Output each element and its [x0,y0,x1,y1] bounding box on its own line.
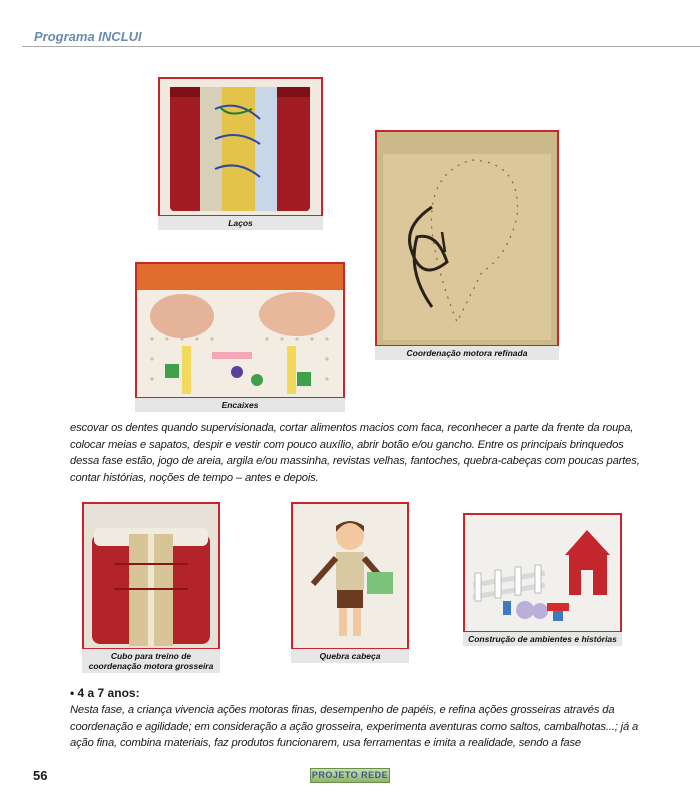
header-title: Programa INCLUI [34,29,142,44]
figure-caption: Encaixes [135,398,345,412]
figure-caption: Coordenação motora refinada [375,346,559,360]
body-paragraph: escovar os dentes quando supervisionada, cortar alimentos macios com faca, reconhecer a parte da frente da roupa, colocar meias e sapatos, despir e vestir com pouco auxílio, abrir botão e/ou gancho. Entre os principais brinquedos dessa fase estão, jogo de areia, argila e/ou massinha, revistas velhas, fantoches, quebra-cabeças com poucas partes, contar histórias, noções de tempo – antes e depois. [70,422,640,484]
figure-caption: Quebra cabeça [291,649,409,663]
pegboard-photo [135,262,345,399]
fabric-cube-photo [82,502,220,650]
figure-caption: Cubo para treino de coordenação motora grosseira [82,649,220,673]
projeto-rede-logo: PROJETO REDE [310,768,390,783]
building-blocks-photo [463,513,622,633]
figure-caption: Laços [158,216,323,230]
section-heading: • 4 a 7 anos: [70,686,140,700]
lacing-cube-photo [158,77,323,217]
page-number: 56 [33,768,48,783]
lacing-board-photo [375,130,559,347]
body-paragraph: Nesta fase, a criança vivencia ações motoras finas, desempenho de papéis, e refina ações grosseiras através da coordenação e agilidade; em consideração a ação grosseira, experimenta aventuras como saltos, cambalhotas...; já a ação fina, combina materiais, faz produtos funcionarem, usa ferramentas e imita a realidade, sendo a fase [70,704,639,749]
figure-caption: Construção de ambientes e histórias [463,632,622,646]
puzzle-photo [291,502,409,650]
header-divider [22,46,700,47]
